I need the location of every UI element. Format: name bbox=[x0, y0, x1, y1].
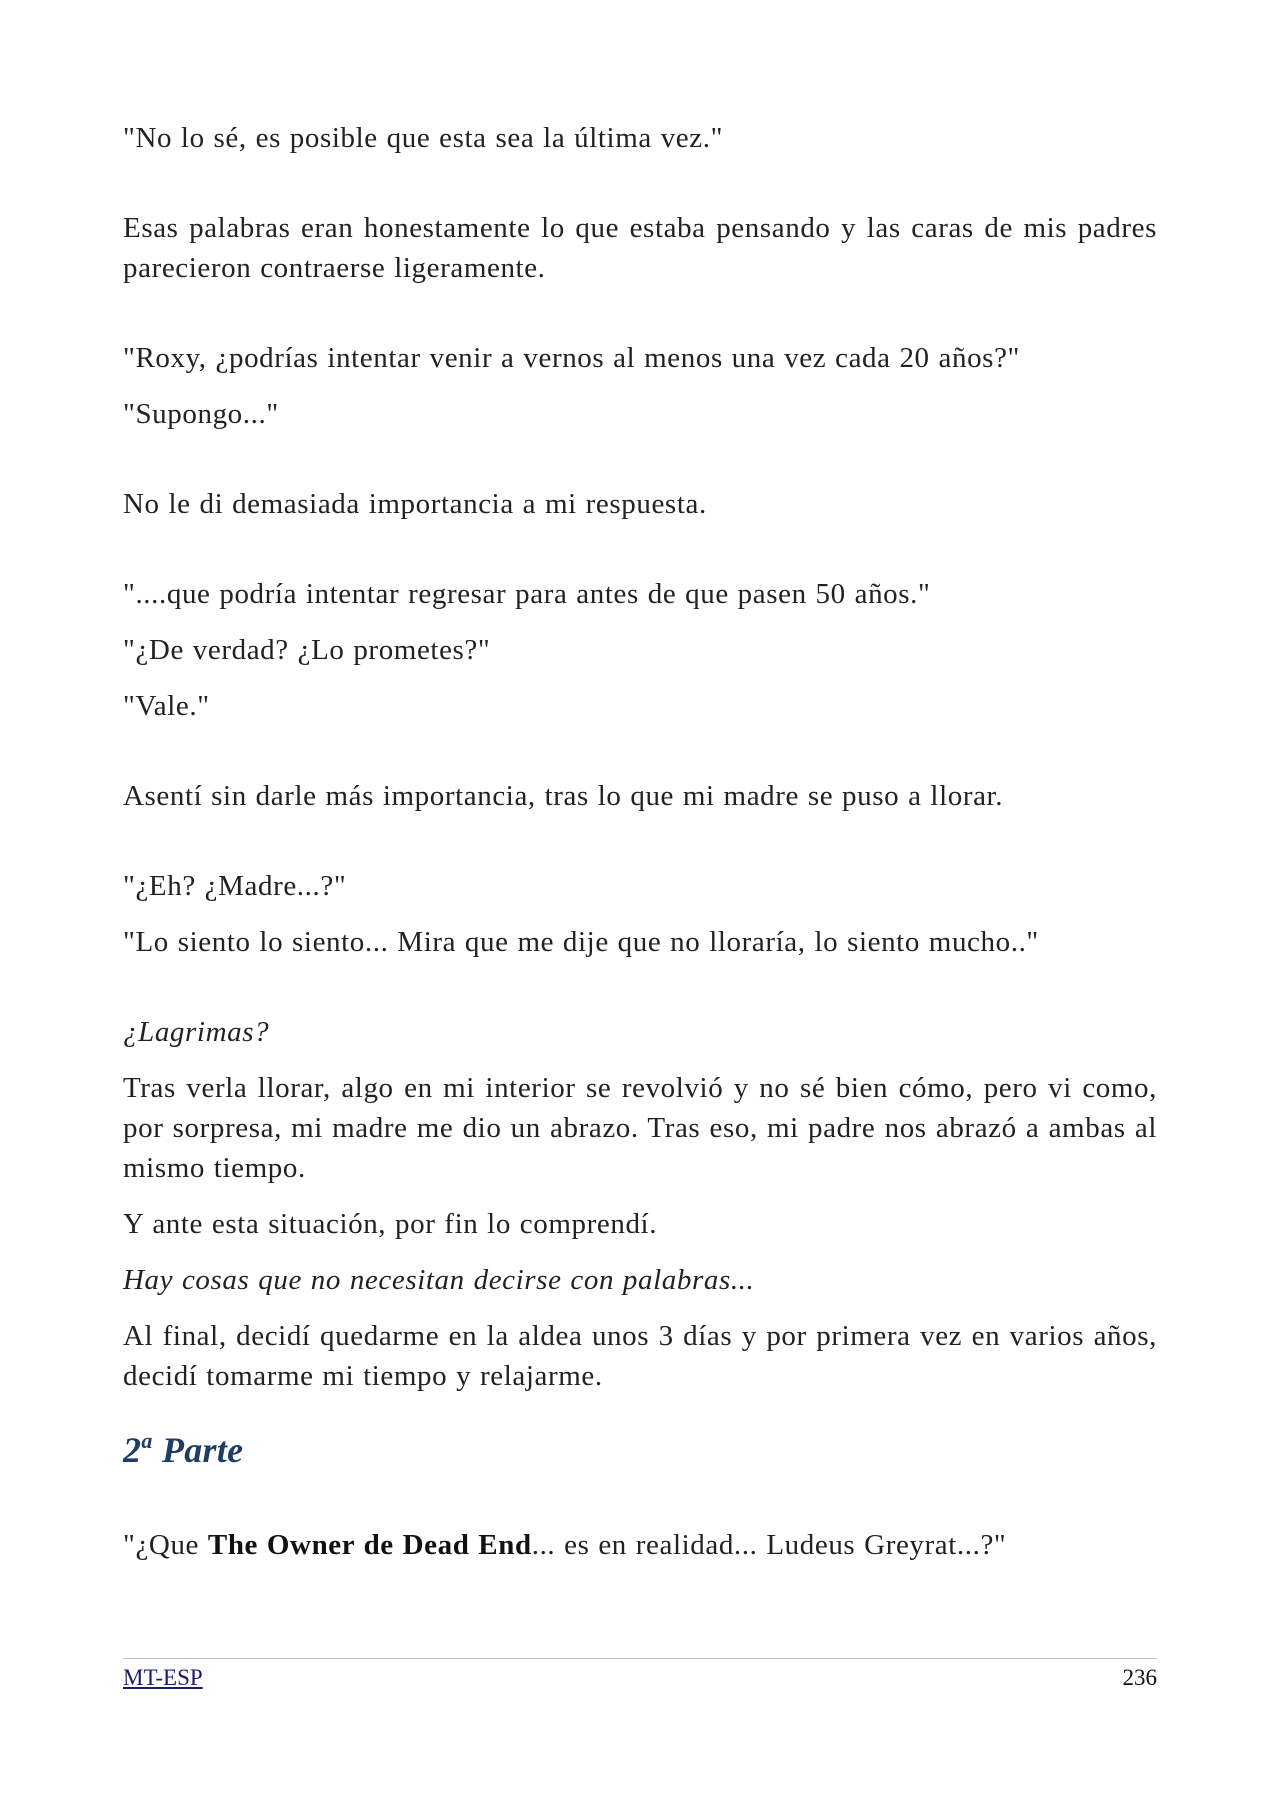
dialogue-line: "¿De verdad? ¿Lo prometes?" bbox=[123, 634, 491, 666]
bold-name: The Owner de Dead End bbox=[207, 1529, 532, 1561]
narration-paragraph: No le di demasiada importancia a mi respuesta. bbox=[123, 488, 707, 520]
narration-paragraph: Esas palabras eran honestamente lo que estaba pensando y las caras de mis padres parecieron contraerse ligeramente. bbox=[123, 212, 1157, 284]
dialogue-line: "....que podría intentar regresar para antes de que pasen 50 años." bbox=[123, 578, 931, 610]
italic-thought: Hay cosas que no necesitan decirse con palabras... bbox=[123, 1264, 755, 1296]
page-footer bbox=[123, 1658, 1157, 1693]
dialogue-line: "Lo siento lo siento... Mira que me dije que no lloraría, lo siento mucho.." bbox=[123, 926, 1039, 958]
dialogue-suffix: ... es en realidad... Ludeus Greyrat...?" bbox=[531, 1529, 1007, 1561]
narration-paragraph: Asentí sin darle más importancia, tras lo que mi madre se puso a llorar. bbox=[123, 780, 1004, 812]
section-title: Parte bbox=[161, 1430, 244, 1470]
dialogue-line: "Supongo..." bbox=[123, 398, 279, 430]
dialogue-line bbox=[123, 1525, 1157, 1565]
dialogue-line: "Vale." bbox=[123, 690, 210, 722]
footer-source-link[interactable]: MT-ESP bbox=[123, 1665, 203, 1690]
dialogue-prefix: "¿Que bbox=[123, 1529, 208, 1561]
italic-thought: ¿Lagrimas? bbox=[123, 1016, 270, 1048]
page-body bbox=[123, 118, 1157, 1565]
section-number: 2 bbox=[123, 1430, 142, 1470]
dialogue-line: "Roxy, ¿podrías intentar venir a vernos al menos una vez cada 20 años?" bbox=[123, 342, 1020, 374]
section-heading bbox=[123, 1427, 1157, 1473]
page-number: 236 bbox=[1122, 1665, 1157, 1690]
narration-paragraph: Y ante esta situación, por fin lo comprendí. bbox=[123, 1208, 658, 1240]
section-ordinal: a bbox=[141, 1428, 153, 1453]
narration-paragraph: Tras verla llorar, algo en mi interior se revolvió y no sé bien cómo, pero vi como, por sorpresa, mi madre me dio un abrazo. Tras eso, mi padre nos abrazó a ambas al mismo tiempo. bbox=[123, 1072, 1157, 1184]
dialogue-line: "No lo sé, es posible que esta sea la última vez." bbox=[123, 122, 724, 154]
narration-paragraph: Al final, decidí quedarme en la aldea unos 3 días y por primera vez en varios años, decidí tomarme mi tiempo y relajarme. bbox=[123, 1320, 1157, 1392]
dialogue-line: "¿Eh? ¿Madre...?" bbox=[123, 870, 347, 902]
